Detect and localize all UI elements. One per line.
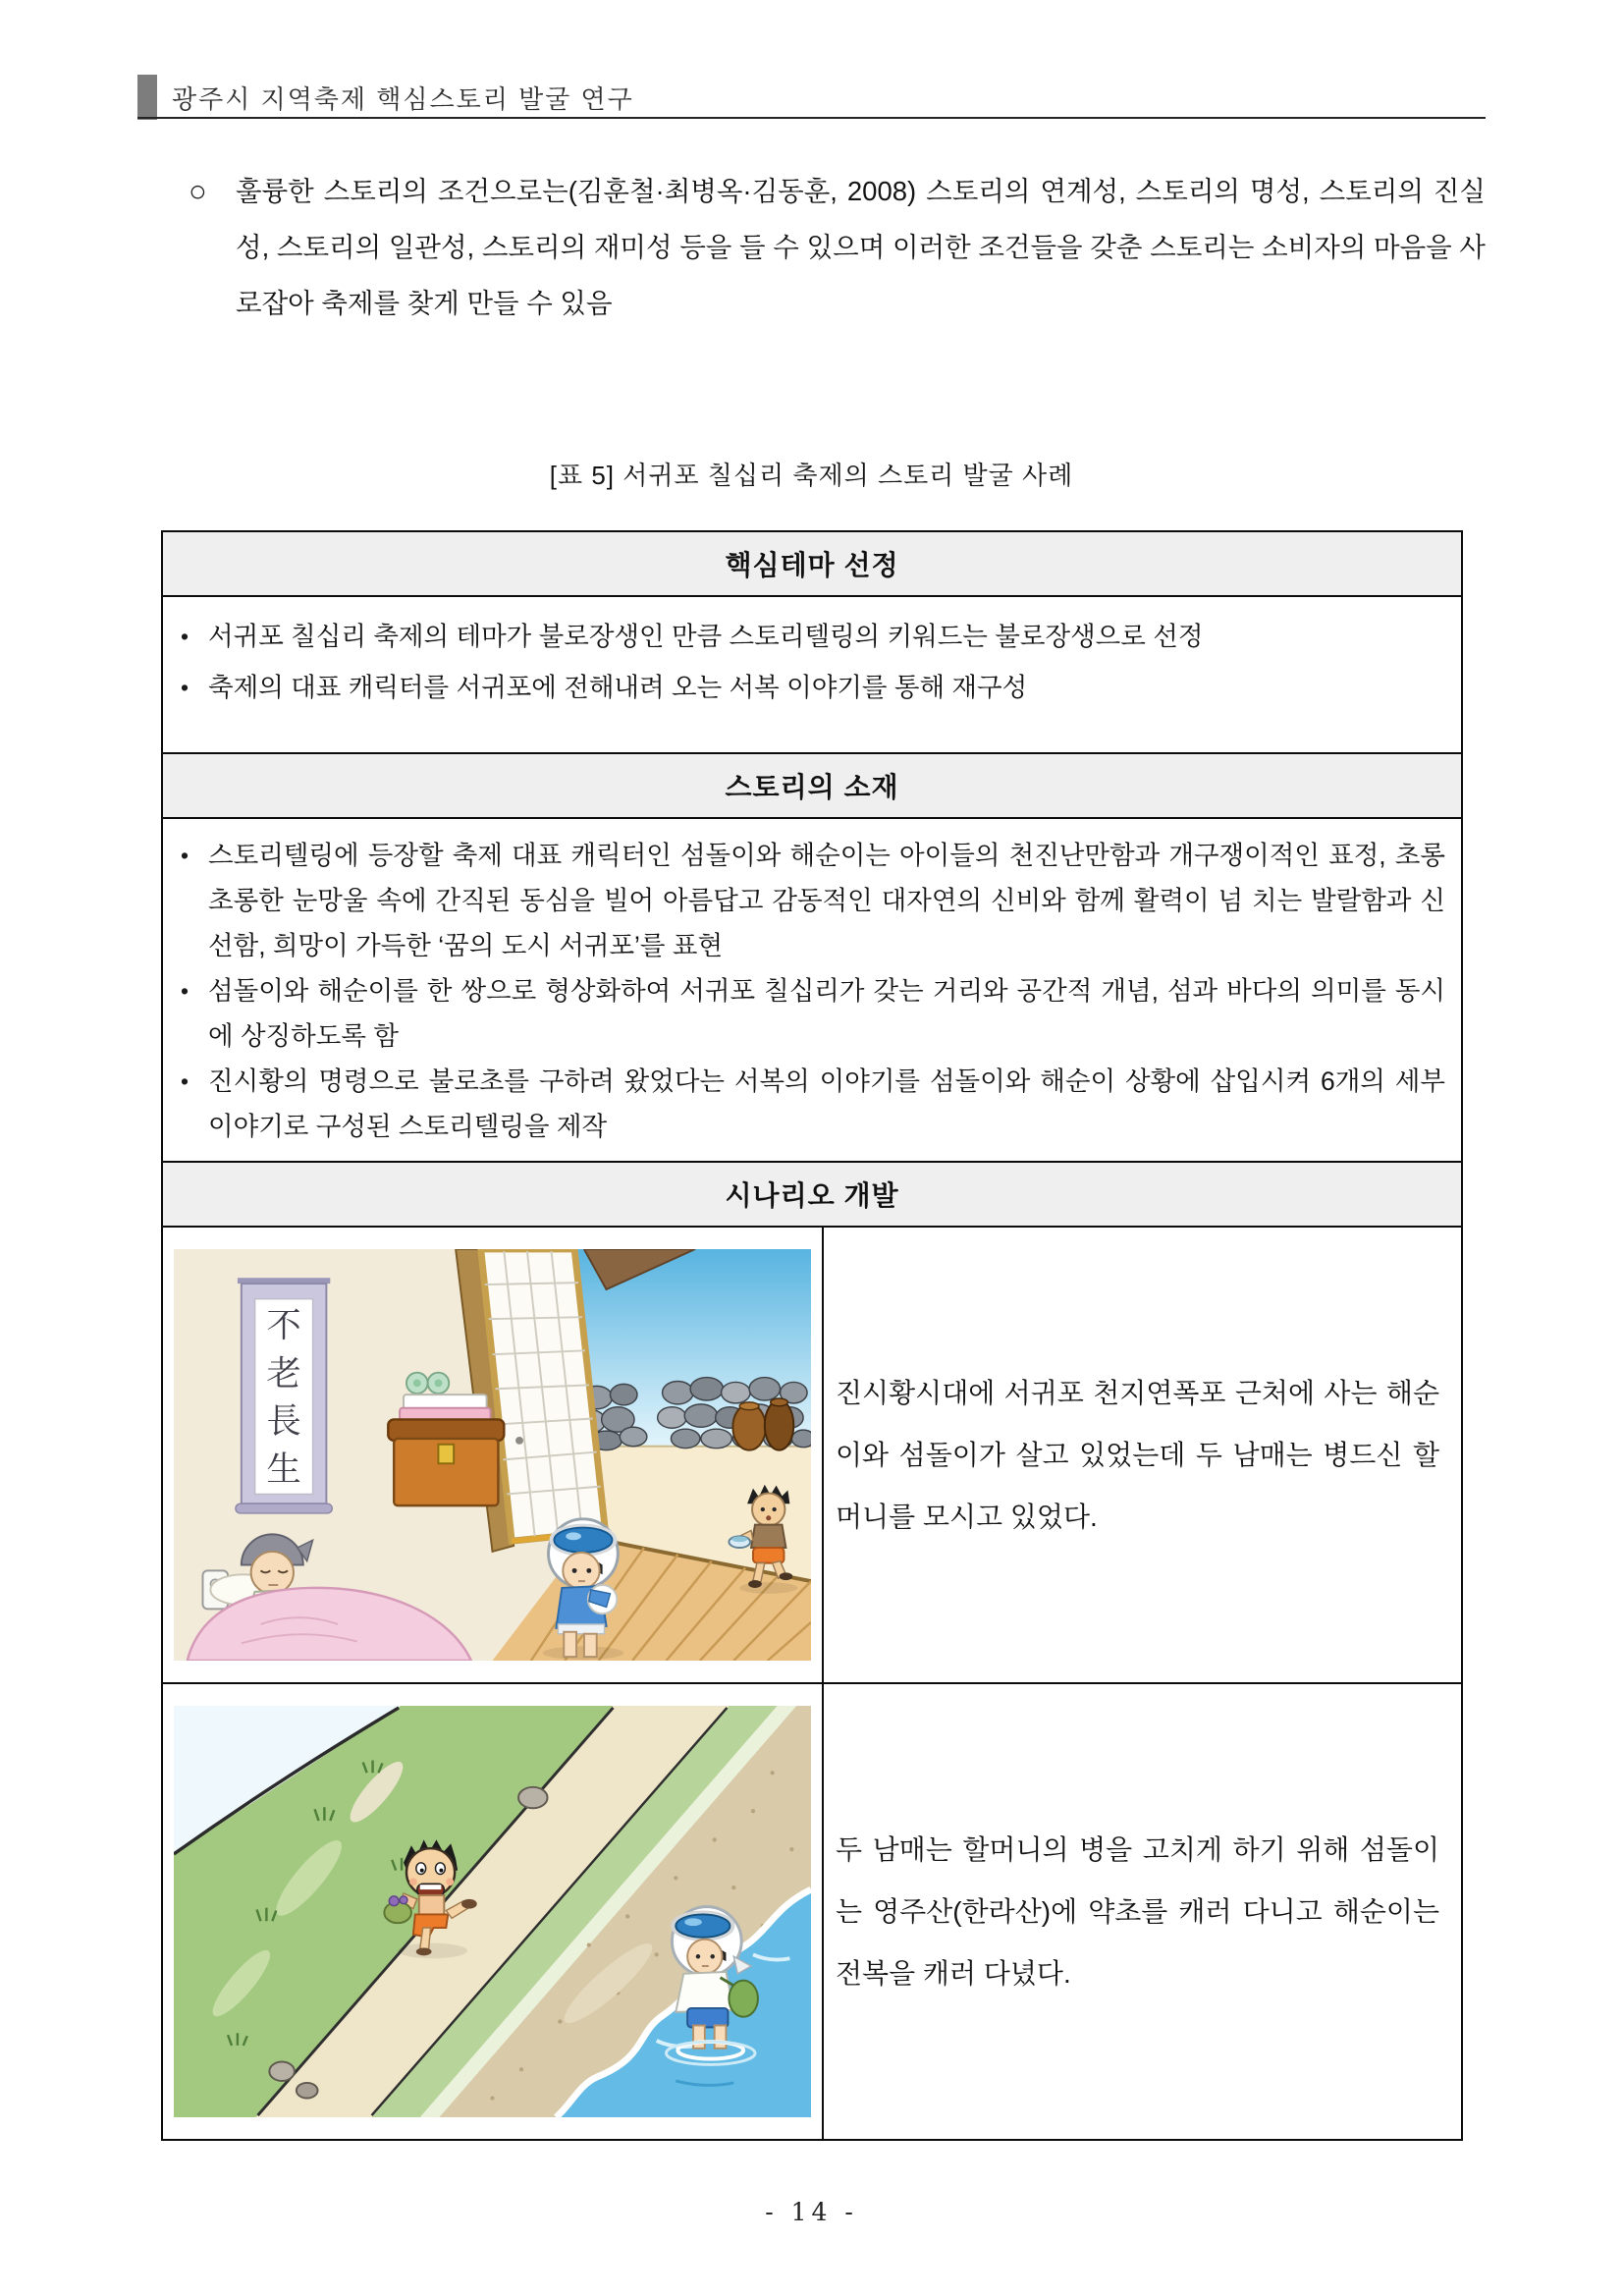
scroll-char: 不 [266,1305,301,1346]
section-header-material: 스토리의 소재 [162,753,1462,818]
bullet-marker: • [181,1068,189,1094]
section-header-theme: 핵심테마 선정 [162,531,1462,596]
table-row [162,818,1462,1162]
section-body-material [162,818,1462,1162]
bullet-marker: • [181,624,189,649]
catch-bag [729,1981,758,2017]
bullet-text: 섬돌이와 해순이를 한 쌍으로 형상화하여 서귀포 칠십리가 갖는 거리와 공간적 개념, 섬과 바다의 의미를 동시에 상징하도록 함 [208,976,1446,1051]
story-table [161,530,1463,2141]
lead-text: 훌륭한 스토리의 조건으로는(김훈철·최병옥·김동훈, 2008) 스토리의 연계성, 스토리의 명성, 스토리의 진실성, 스토리의 일관성, 스토리의 재미성 등을 들 수 있으며 이러한 조건들을 갖춘 스토리는 소비자의 마음을 사로잡아 축제를 찾게 만들 수 있음 [236,176,1486,318]
list-item [181,833,1445,968]
bullet-marker: • [181,675,189,700]
table-caption: [표 5] 서귀포 칠십리 축제의 스토리 발굴 사례 [549,461,1074,490]
table-row [162,531,1462,596]
page-number: - 14 - [765,2198,858,2226]
scenario-2-illustration-cell [162,1683,823,2140]
bullet-text: 진시황의 명령으로 불로초를 구하려 왔었다는 서복의 이야기를 섬돌이와 해순이 상황에 삽입시켜 6개의 세부 이야기로 구성된 스토리텔링을 제작 [208,1066,1446,1141]
list-item [181,611,1445,662]
section-header-scenario: 시나리오 개발 [162,1162,1462,1227]
section-body-theme [162,596,1462,753]
scroll-char: 長 [266,1401,301,1443]
scenario-1-illustration-cell [162,1227,823,1683]
bullet-marker: • [181,843,189,868]
bullet-text: 서귀포 칠십리 축제의 테마가 불로장생인 만큼 스토리텔링의 키워드는 불로장생으로 선정 [208,622,1204,651]
diving-goggles [676,1914,730,1937]
scenario-1-text-cell [823,1227,1462,1683]
scenario-text: 진시황시대에 서귀포 천지연폭포 근처에 사는 해순이와 섬돌이가 살고 있었는데 두 남매는 병드신 할머니를 모시고 있었다. [836,1378,1440,1532]
table-row [162,1162,1462,1227]
scenario-2-text-cell [823,1683,1462,2140]
list-item [181,968,1445,1059]
herb-basket [384,1902,411,1923]
mountain-and-sea-illustration [174,1706,811,2117]
page-header [137,75,634,120]
scroll-char: 老 [266,1353,301,1394]
door-handle [515,1437,523,1445]
indoor-sick-grandmother-illustration [174,1249,811,1661]
bullet-marker: • [181,978,189,1004]
scenario-row-1 [162,1227,1462,1683]
scenario-text: 두 남매는 할머니의 병을 고치게 하기 위해 섬돌이는 영주산(한라산)에 약초를 캐러 다니고 해순이는 전복을 캐러 다녔다. [836,1834,1440,1989]
lead-paragraph [189,163,1486,331]
bullet-text: 스토리텔링에 등장할 축제 대표 캐릭터인 섬돌이와 해순이는 아이들의 천진난만함과 개구쟁이적인 표정, 초롱초롱한 눈망울 속에 간직된 동심을 빌어 아름답고 감동적인 대자연의 신비와 함께 활력이 넘 치는 발랄함과 신선함, 희망이 가득한 ‘꿈의 도시 서귀포’를 표현 [208,841,1446,960]
header-rule [137,117,1486,119]
list-item [181,662,1445,713]
table-row [162,596,1462,753]
longevity-scroll [236,1278,332,1513]
table-row [162,753,1462,818]
scroll-char: 生 [266,1449,301,1490]
diving-goggles [554,1528,612,1553]
bullet-text: 축제의 대표 캐릭터를 서귀포에 전해내려 오는 서복 이야기를 통해 재구성 [208,673,1028,702]
circle-bullet-marker: ○ [189,174,207,208]
header-accent-bar [137,75,157,120]
running-head-title: 광주시 지역축제 핵심스토리 발굴 연구 [172,83,634,114]
list-item [181,1059,1445,1149]
scenario-row-2 [162,1683,1462,2140]
